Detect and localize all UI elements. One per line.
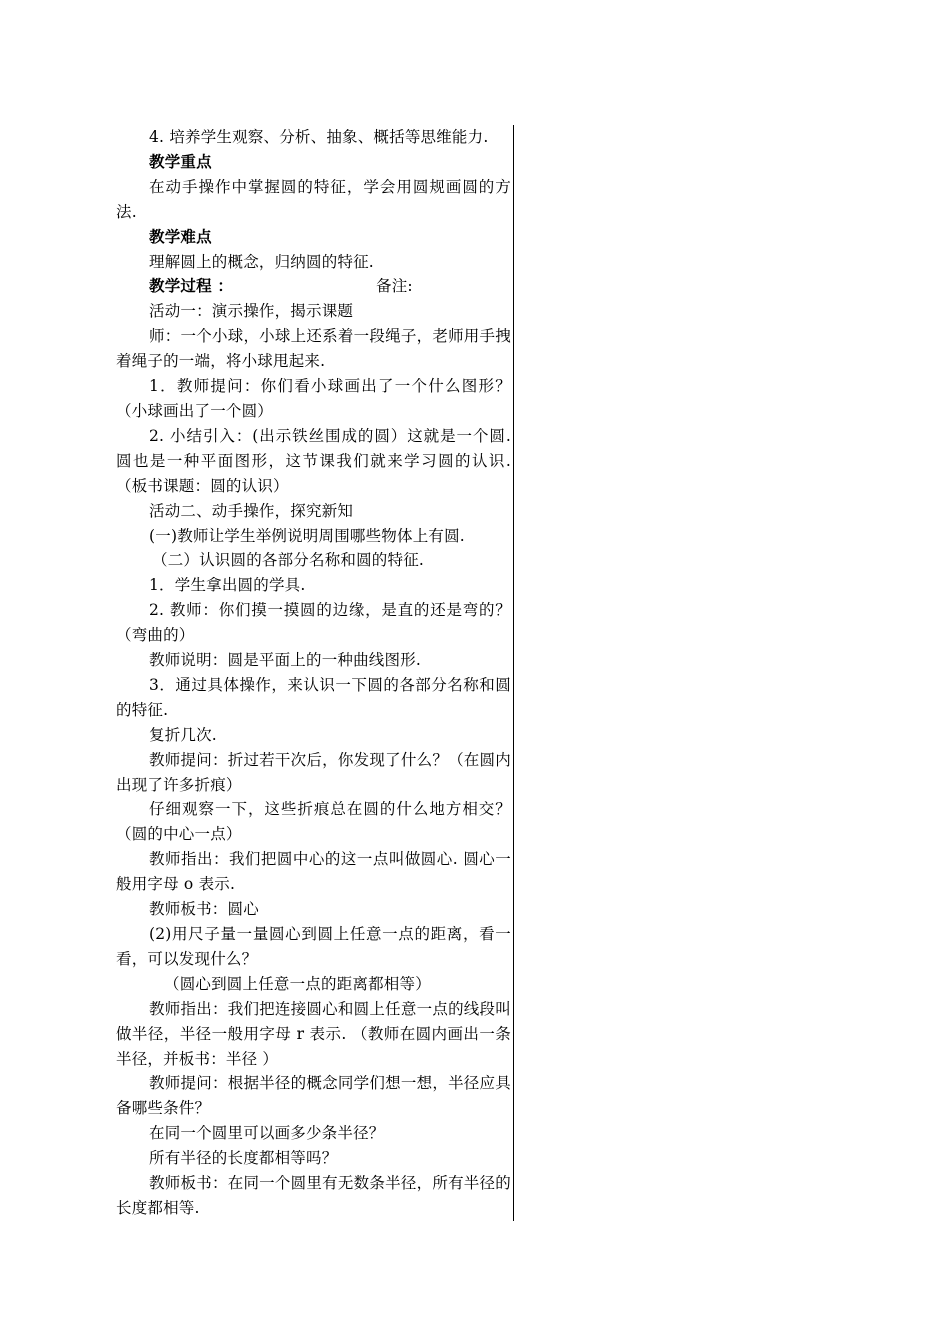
paragraph: 教师板书：在同一个圆里有无数条半径，所有半径的长度都相等. bbox=[116, 1174, 511, 1217]
paragraph: 师：一个小球，小球上还系着一段绳子，老师用手拽着绳子的一端，将小球甩起来. bbox=[116, 327, 511, 371]
paragraph: 所有半径的长度都相等吗？ bbox=[149, 1149, 338, 1168]
paragraph: （二）认识圆的各部分名称和圆的特征. bbox=[152, 551, 425, 570]
objective-4: 4. 培养学生观察、分析、抽象、概括等思维能力. bbox=[149, 128, 489, 146]
process-heading-row bbox=[116, 274, 511, 299]
teaching-difficulty-text: 理解圆上的概念，归纳圆的特征. bbox=[149, 252, 374, 271]
paragraph: 3．通过具体操作，来认识一下圆的各部分名称和圆的特征. bbox=[116, 675, 511, 719]
paragraph: 仔细观察一下，这些折痕总在圆的什么地方相交？（圆的中心一点） bbox=[116, 800, 511, 844]
paragraph: (2)用尺子量一量圆心到圆上任意一点的距离，看一看，可以发现什么？ bbox=[116, 925, 511, 968]
paragraph: 复折几次. bbox=[149, 725, 217, 744]
lesson-plan-text bbox=[116, 125, 511, 1221]
paragraph: (一)教师让学生举例说明周围哪些物体上有圆. bbox=[149, 526, 465, 545]
paragraph: 1．教师提问：你们看小球画出了一个什么图形？（小球画出了一个圆） bbox=[116, 377, 511, 420]
paragraph: 教师提问：折过若干次后，你发现了什么？（在圆内出现了许多折痕） bbox=[116, 750, 511, 794]
notes-label: 备注: bbox=[376, 277, 413, 296]
activity-2-title: 活动二、动手操作，探究新知 bbox=[149, 501, 354, 520]
heading-teaching-focus: 教学重点 bbox=[149, 151, 212, 171]
paragraph: 在同一个圆里可以画多少条半径？ bbox=[149, 1124, 385, 1143]
activity-1-title: 活动一：演示操作，揭示课题 bbox=[149, 302, 354, 321]
teaching-focus-text: 在动手操作中掌握圆的特征，学会用圆规画圆的方法. bbox=[116, 177, 511, 221]
heading-teaching-difficulty: 教学难点 bbox=[149, 226, 212, 246]
paragraph: 教师说明：圆是平面上的一种曲线图形. bbox=[149, 651, 422, 670]
paragraph: （圆心到圆上任意一点的距离都相等） bbox=[164, 974, 431, 993]
column-divider bbox=[513, 125, 514, 1221]
paragraph: 2. 小结引入：(出示铁丝围成的圆）这就是一个圆. 圆也是一种平面图形，这节课我们就来学习圆的认识.（板书课题：圆的认识） bbox=[116, 426, 511, 495]
heading-teaching-process: 教学过程 ： bbox=[149, 276, 234, 296]
paragraph: 教师指出：我们把连接圆心和圆上任意一点的线段叫做半径，半径一般用字母 r 表示. （教师在圆内画出一条半径，并板书：半径 ） bbox=[116, 999, 511, 1068]
paragraph: 1．学生拿出圆的学具. bbox=[149, 576, 306, 595]
paragraph: 教师提问：根据半径的概念同学们想一想，半径应具备哪些条件？ bbox=[116, 1074, 511, 1118]
paragraph: 教师板书：圆心 bbox=[149, 900, 259, 919]
paragraph: 教师指出：我们把圆中心的这一点叫做圆心. 圆心一般用字母 o 表示. bbox=[116, 850, 511, 894]
paragraph: 2. 教师：你们摸一摸圆的边缘，是直的还是弯的？（弯曲的） bbox=[116, 601, 511, 645]
